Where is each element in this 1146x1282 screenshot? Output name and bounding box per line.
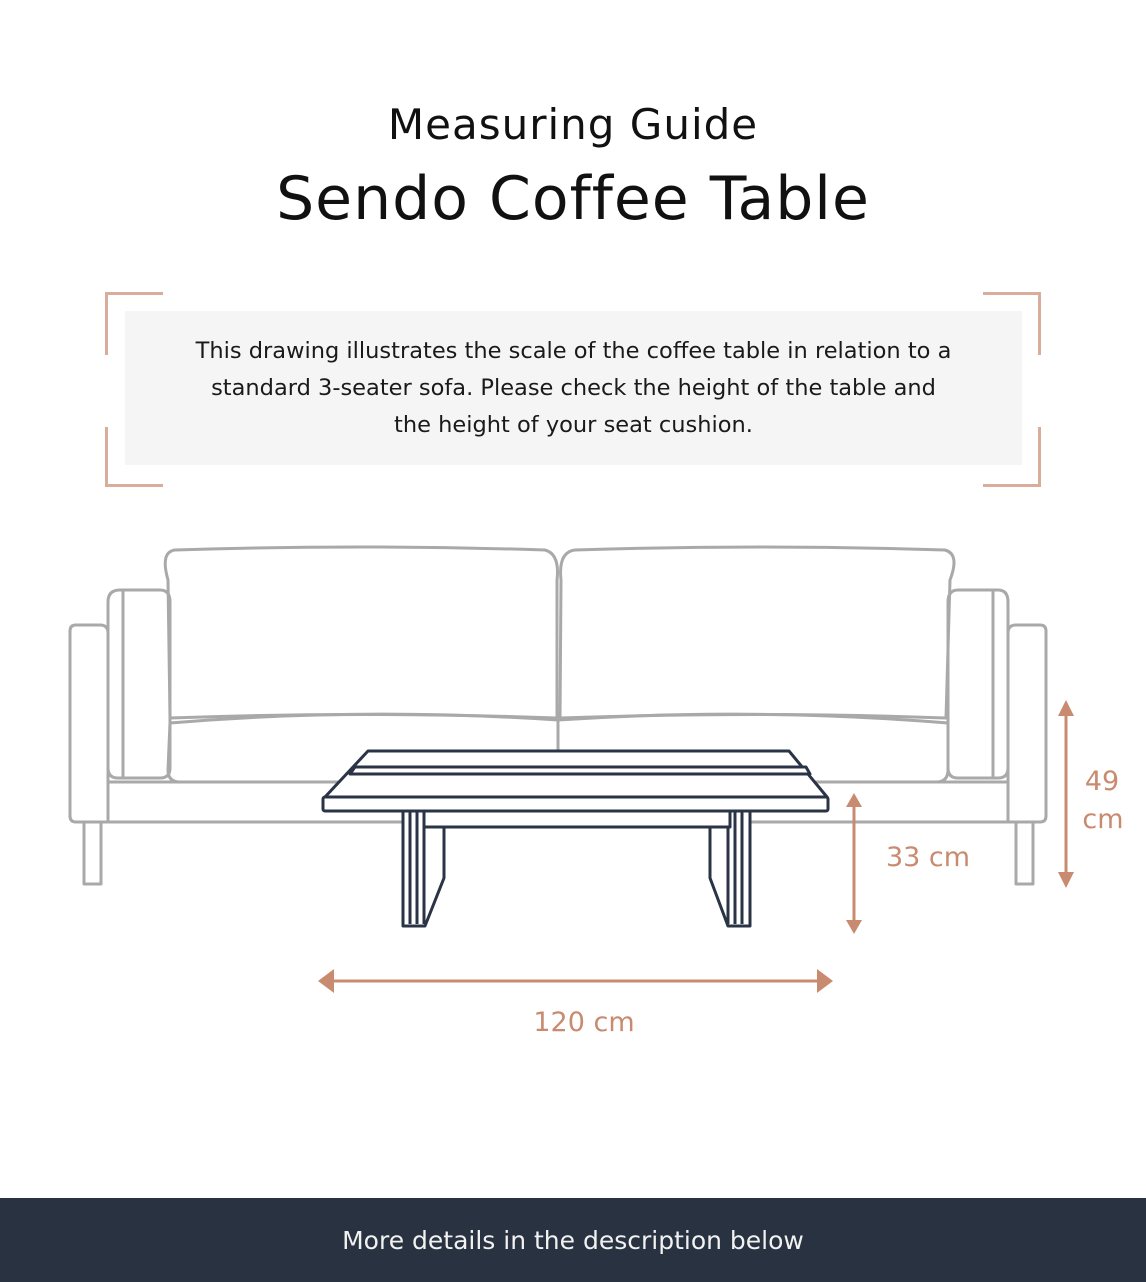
footer-banner [0,1198,1146,1282]
table-width-label: 120 cm [533,1007,635,1038]
sofa-leg-left [84,822,101,884]
table-top-gap [350,767,810,774]
sofa-armrest-inner-right [948,590,1008,778]
coffee-table-drawing [323,751,828,926]
sofa-back-cushion-left [165,547,557,718]
footer-text: More details in the description below [342,1225,804,1255]
table-height-arrow-bottom [846,920,862,934]
sofa-arm-left [70,625,108,822]
table-height-label: 33 cm [885,842,971,873]
table-width-arrow-right [817,969,833,993]
sofa-leg-right [1016,822,1033,884]
sofa-height-arrow-top [1058,700,1074,716]
sofa-drawing [70,547,1046,884]
note-text: This drawing illustrates the scale of the coffee table in relation to a standard 3-seater sofa. Please check the height of the table and the height of your seat cushion. [195,337,952,438]
guide-subtitle: Measuring Guide [387,100,759,149]
product-title: Sendo Coffee Table [276,164,870,234]
note-box [125,311,1022,465]
scale-diagram [0,520,1146,1050]
sofa-height-arrow-bottom [1058,872,1074,888]
table-top-edge [323,797,828,811]
sofa-height-value-label: 49 [1084,766,1120,797]
table-apron [424,810,730,827]
sofa-height-unit-label: cm [1082,804,1124,835]
table-width-arrow-left [318,969,334,993]
table-height-arrow-top [846,793,862,807]
sofa-arm-right [1008,625,1046,822]
sofa-back-cushion-right [560,547,954,718]
sofa-armrest-inner-left [108,590,170,778]
